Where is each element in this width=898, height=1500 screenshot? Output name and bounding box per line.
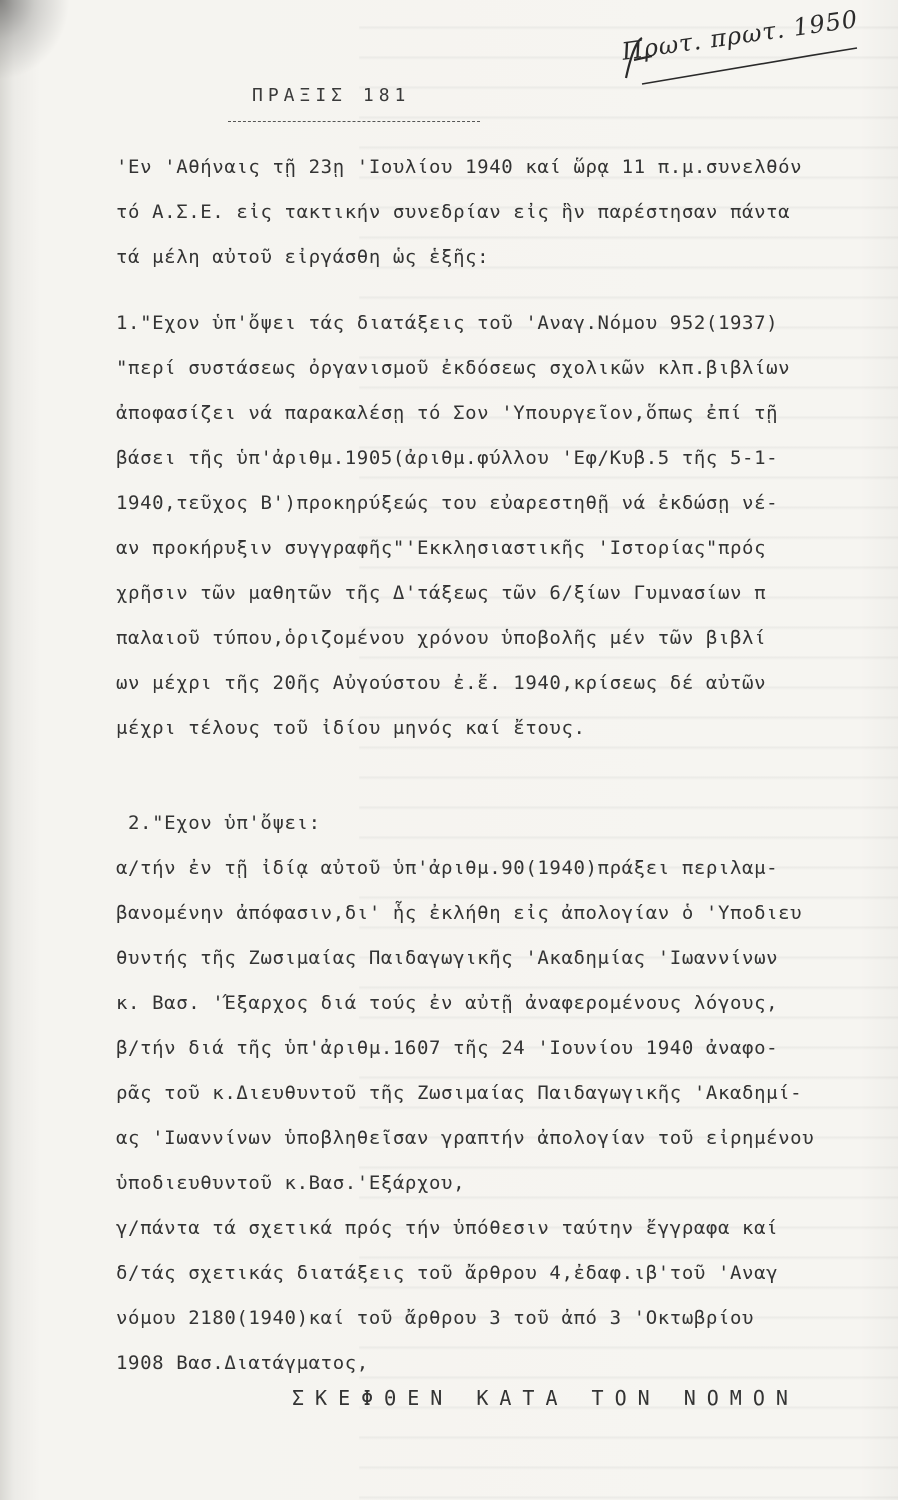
section1-line: μέχρι τέλους τοῦ ἰδίου μηνός καί ἔτους.	[116, 717, 586, 739]
section1-line: 1940,τεῦχος Β')προκηρύξεώς του εὐαρεστηθῇ νά ἐκδώσῃ νέ-	[116, 492, 779, 514]
section2-line: θυντής τῆς Ζωσιμαίας Παιδαγωγικῆς 'Ακαδημίας 'Ιωαννίνων	[116, 947, 779, 969]
intro-line: 'Εν 'Αθήναις τῇ 23ῃ 'Ιουλίου 1940 καί ὥρᾳ 11 π.μ.συνελθόν	[116, 156, 803, 178]
closing-heading: ΣΚΕΦΘΕΝ ΚΑΤΑ ΤΟΝ ΝΟΜΟΝ	[292, 1386, 799, 1410]
intro-line: τό Α.Σ.Ε. εἰς τακτικήν συνεδρίαν εἰς ἣν παρέστησαν πάντα	[116, 201, 791, 223]
section2-line: ὑποδιευθυντοῦ κ.Βασ.'Εξάρχου,	[116, 1172, 466, 1194]
section2-line: βανομένην ἀπόφασιν,δι' ἧς ἐκλήθη εἰς ἀπολογίαν ὁ 'Υποδιευ	[116, 902, 803, 924]
section1-line: "περί συστάσεως ὀργανισμοῦ ἐκδόσεως σχολικῶν κλπ.βιβλίων	[116, 357, 791, 379]
title-underline	[228, 121, 480, 122]
section2-line: α/τήν ἐν τῇ ἰδίᾳ αὐτοῦ ὑπ'ἀριθμ.90(1940)πράξει περιλαμ-	[116, 857, 779, 879]
section2-line: νόμου 2180(1940)καί τοῦ ἄρθρου 3 τοῦ ἀπό 3 'Οκτωβρίου	[116, 1307, 755, 1329]
section2-line: β/τήν διά τῆς ὑπ'ἀριθμ.1607 τῆς 24 'Ιουνίου 1940 ἀναφο-	[116, 1037, 779, 1059]
section1-line: παλαιοῦ τύπου,ὁριζομένου χρόνου ὑποβολῆς μέν τῶν βιβλί	[116, 627, 767, 649]
section1-line: βάσει τῆς ὑπ'ἀριθμ.1905(ἀριθμ.φύλλου 'Εφ/Κυβ.5 τῆς 5-1-	[116, 447, 779, 469]
section1-line: 1."Εχον ὑπ'ὄψει τάς διατάξεις τοῦ 'Αναγ.Νόμου 952(1937)	[116, 312, 779, 334]
section1-line: ων μέχρι τῆς 20ῆς Αὐγούστου ἐ.ἔ. 1940,κρίσεως δέ αὐτῶν	[116, 672, 767, 694]
section2-line: γ/πάντα τά σχετικά πρός τήν ὑπόθεσιν ταύτην ἔγγραφα καί	[116, 1217, 779, 1239]
intro-line: τά μέλη αὐτοῦ εἰργάσθη ὡς ἑξῆς:	[116, 246, 490, 268]
page-title: ΠΡΑΞΙΣ 181	[252, 85, 411, 106]
section1-line: ἀποφασίζει νά παρακαλέσῃ τό Σον 'Υπουργεῖον,ὅπως ἐπί τῇ	[116, 402, 779, 424]
section2-line: κ. Βασ. 'Έξαρχος διά τούς ἐν αὐτῇ ἀναφερομένους λόγους,	[116, 992, 779, 1014]
scan-corner-shadow	[0, 0, 70, 80]
handwritten-annotation	[612, 4, 862, 90]
section2-line: ρᾶς τοῦ κ.Διευθυντοῦ τῆς Ζωσιμαίας Παιδαγωγικῆς 'Ακαδημί-	[116, 1082, 803, 1104]
section2-line: ας 'Ιωαννίνων ὑποβληθεῖσαν γραπτήν ἀπολογίαν τοῦ εἰρημένου	[116, 1127, 815, 1149]
section2-line: δ/τάς σχετικάς διατάξεις τοῦ ἄρθρου 4,ἐδαφ.ιβ'τοῦ 'Αναγ	[116, 1262, 779, 1284]
section1-line: χρῆσιν τῶν μαθητῶν τῆς Δ'τάξεως τῶν 6/ξίων Γυμνασίων π	[116, 582, 767, 604]
section1-line: αν προκήρυξιν συγγραφῆς"'Εκκλησιαστικῆς 'Ιστορίας"πρός	[116, 537, 767, 559]
section2-line: 1908 Βασ.Διατάγματος,	[116, 1352, 369, 1374]
handwritten-note-text: Πρωτ. πρωτ. 1950	[620, 4, 860, 66]
section2-heading: 2."Εχον ὑπ'ὄψει:	[128, 812, 321, 834]
